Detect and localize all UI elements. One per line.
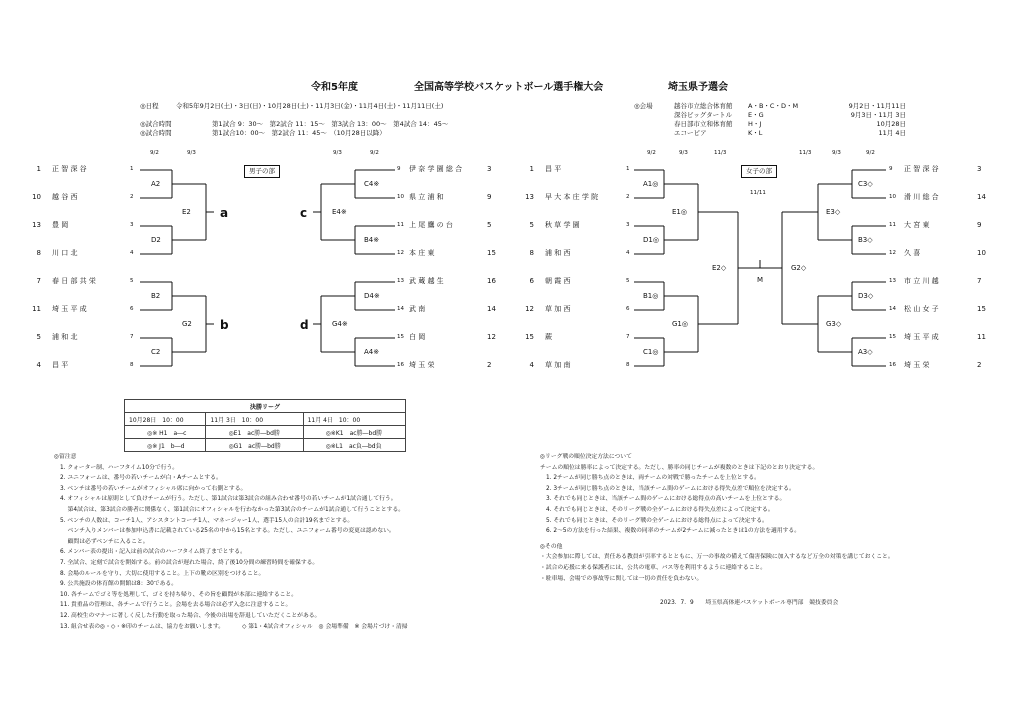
team-number: 15 bbox=[397, 334, 404, 340]
venue-courts: E・G bbox=[748, 111, 764, 119]
team-name: 早 大 本 庄 学 院 bbox=[545, 193, 599, 201]
game-label: C4※ bbox=[364, 180, 380, 188]
team-number: 6 bbox=[130, 306, 134, 312]
date-label: 9/3 bbox=[333, 150, 342, 156]
game-label: E2 bbox=[182, 208, 191, 216]
league-date: 11月 4日 10：00 bbox=[303, 413, 405, 426]
team-name: 浦 和 北 bbox=[52, 333, 78, 341]
game-label: G4※ bbox=[332, 320, 348, 328]
date-label: 11/3 bbox=[799, 150, 812, 156]
note-item: 7. 全試合、定刻で試合を開始する。前の試合が遅れた場合、終了後10分間の練習時間を確保する。 bbox=[60, 559, 319, 566]
team-seed: 12 bbox=[525, 305, 534, 313]
team-seed: 1 bbox=[36, 165, 41, 173]
team-seed: 12 bbox=[487, 333, 496, 341]
note-item: 5. それでも同じときは、そのリーグ戦の全ゲームにおける総得点によって決定する。 bbox=[546, 517, 768, 524]
note-item: 11. 貴重品の管理は、各チームで行うこと。会場を去る場合は必ず入念に注意すること。 bbox=[60, 602, 292, 609]
team-name: 埼 玉 栄 bbox=[904, 361, 930, 369]
note-item: 顧問は必ずベンチに入ること。 bbox=[60, 538, 149, 545]
venue-courts: H・J bbox=[748, 120, 762, 128]
team-name: 久 喜 bbox=[904, 249, 921, 257]
note-item: 6. メンバー表の提出・記入は前の試合のハーフタイム終了までとする。 bbox=[60, 549, 246, 556]
team-number: 5 bbox=[626, 278, 630, 284]
team-name: 秋 草 学 園 bbox=[545, 221, 580, 229]
notes-other-title: ◎その他 bbox=[540, 543, 563, 550]
tournament-title: 全国高等学校バスケットボール選手権大会 bbox=[414, 82, 604, 93]
team-name: 埼 玉 栄 bbox=[409, 361, 435, 369]
team-number: 1 bbox=[626, 166, 630, 172]
venue-name: 深谷ビッグタートル bbox=[674, 111, 733, 119]
team-number: 16 bbox=[397, 362, 404, 368]
note-item bbox=[54, 622, 408, 633]
notes-footer: 2023．7．9 埼玉県高体連バスケットボール専門部 競技委員会 bbox=[660, 600, 839, 607]
team-seed: 16 bbox=[487, 277, 496, 285]
venue-date: 9月3日・11月 3日 bbox=[850, 111, 906, 119]
league-date: 10月28日 10：00 bbox=[125, 413, 206, 426]
game-label: G3◇ bbox=[826, 320, 842, 328]
note-item: 10. 各チームでゴミ等を処理して、ゴミを持ち帰り、その旨を顧問が本部に連絡すること。 bbox=[60, 591, 298, 598]
date-label: 9/3 bbox=[679, 150, 688, 156]
team-number: 8 bbox=[626, 362, 630, 368]
date-label: 9/2 bbox=[647, 150, 656, 156]
notes-title: ◎リーグ戦の順位決定方法について bbox=[540, 454, 632, 460]
game-label: E3◇ bbox=[826, 208, 841, 216]
team-number: 1 bbox=[130, 166, 134, 172]
game-label: D3◇ bbox=[858, 292, 874, 300]
notes-right bbox=[540, 452, 894, 609]
team-number: 8 bbox=[130, 362, 134, 368]
team-number: 16 bbox=[889, 362, 896, 368]
team-seed: 7 bbox=[977, 277, 982, 285]
group-label-d: d bbox=[300, 318, 309, 332]
game-label: B4※ bbox=[364, 236, 380, 244]
venue-date: 9月2日・11月11日 bbox=[848, 102, 906, 110]
team-number: 10 bbox=[889, 194, 896, 200]
team-number: 12 bbox=[889, 250, 896, 256]
dates-label: ◎日程 bbox=[140, 102, 159, 110]
team-number: 13 bbox=[889, 278, 896, 284]
game-label: E4※ bbox=[332, 208, 347, 216]
game-label: G2 bbox=[182, 320, 192, 328]
note-item: ・試合の応援に来る保護者には、公共の電車、バス等を利用するように連絡すること。 bbox=[540, 564, 767, 571]
team-seed: 15 bbox=[525, 333, 534, 341]
team-name: 武 南 bbox=[409, 305, 426, 313]
note-item: 9. 公共施設の体育館の開館は8：30である。 bbox=[60, 581, 177, 588]
team-name: 朝 霞 西 bbox=[545, 277, 571, 285]
league-game: ◎G1 ac勝―bd勝 bbox=[206, 439, 303, 452]
venue-name: 春日部市立和体育館 bbox=[674, 120, 733, 128]
team-name: 昌 平 bbox=[545, 165, 562, 173]
league-date: 11月 3日 10：00 bbox=[206, 413, 303, 426]
league-game: ◎※L1 ac負―bd負 bbox=[303, 439, 405, 452]
team-number: 4 bbox=[130, 250, 134, 256]
team-name: 昌 平 bbox=[52, 361, 69, 369]
team-number: 3 bbox=[626, 222, 630, 228]
team-number: 15 bbox=[889, 334, 896, 340]
note-item: 12. 高校生のマナーに著しく反した行動を取った場合、今後の出場を辞退していただくことがある。 bbox=[60, 612, 321, 619]
team-seed: 5 bbox=[36, 333, 41, 341]
note-item: 4. オフィシャルは原則として負けチームが行う。ただし、第1試合は第3試合の組み合わせ番号の若いチームが1試合通して行う。 bbox=[60, 496, 397, 503]
league-game: ◎※ H1 a―c bbox=[125, 426, 206, 439]
venue-name: 越谷市立総合体育館 bbox=[674, 102, 733, 110]
tournament-subtitle: 埼玉県予選会 bbox=[668, 82, 728, 93]
team-number: 5 bbox=[130, 278, 134, 284]
notes-title: ◎留注意 bbox=[54, 454, 77, 460]
team-number: 6 bbox=[626, 306, 630, 312]
game-label: D2 bbox=[151, 236, 161, 244]
team-number: 11 bbox=[889, 222, 896, 228]
time-text-2: 第1試合10：00～ 第2試合 11：45～ （10月28日以降） bbox=[212, 129, 386, 137]
team-seed: 7 bbox=[36, 277, 41, 285]
team-name: 埼 玉 平 成 bbox=[904, 333, 939, 341]
team-seed: 9 bbox=[487, 193, 492, 201]
team-seed: 5 bbox=[529, 221, 534, 229]
team-name: 川 口 北 bbox=[52, 249, 78, 257]
group-label-a: a bbox=[220, 206, 229, 220]
game-label: B1◎ bbox=[643, 292, 659, 300]
team-seed: 11 bbox=[32, 305, 41, 313]
team-number: 14 bbox=[889, 306, 896, 312]
team-name: 白 岡 bbox=[409, 333, 426, 341]
team-seed: 2 bbox=[487, 361, 492, 369]
team-name: 春 日 部 共 栄 bbox=[52, 277, 96, 285]
game-label: C2 bbox=[151, 348, 161, 356]
note-item: 5. ベンチの人数は、コーチ1人、アシスタントコーチ1人、マネージャー1人、選手15人の合計19名までとする。 bbox=[60, 517, 354, 524]
team-name: 正 智 深 谷 bbox=[52, 165, 87, 173]
team-seed: 1 bbox=[529, 165, 534, 173]
notes-intro: チームの順位は勝率によって決定する。ただし、勝率の同じチームが複数のときは下記のとおり決定する。 bbox=[540, 464, 819, 471]
team-seed: 8 bbox=[529, 249, 534, 257]
team-number: 9 bbox=[889, 166, 893, 172]
league-title: 決勝リーグ bbox=[125, 400, 406, 413]
team-seed: 8 bbox=[36, 249, 41, 257]
date-label: 9/3 bbox=[832, 150, 841, 156]
team-seed: 14 bbox=[487, 305, 496, 313]
team-number: 10 bbox=[397, 194, 404, 200]
date-label: 11/3 bbox=[714, 150, 727, 156]
team-number: 14 bbox=[397, 306, 404, 312]
game-label: C1◎ bbox=[643, 348, 659, 356]
note-item: 3. ベンチは番号の若いチームがオフィシャル席に向かって右側とする。 bbox=[60, 485, 247, 492]
notes-left bbox=[54, 452, 408, 632]
note-item: ・大会参加に際しては、責任ある教員が引率するとともに、万一の事故の備えて傷害保険に加入するなど万全の対策を講じておくこと。 bbox=[540, 554, 894, 561]
team-seed: 5 bbox=[487, 221, 492, 229]
league-game: ◎※ J1 b―d bbox=[125, 439, 206, 452]
venue-date: 10月28日 bbox=[876, 120, 906, 128]
game-label: G1◎ bbox=[672, 320, 688, 328]
final-league-table bbox=[124, 399, 406, 452]
venue-courts: K・L bbox=[748, 129, 763, 137]
league-game: ◎E1 ac勝―bd勝 bbox=[206, 426, 303, 439]
team-name: 松 山 女 子 bbox=[904, 305, 939, 313]
team-name: 正 智 深 谷 bbox=[904, 165, 939, 173]
game-label: B2 bbox=[151, 292, 161, 300]
league-game: ◎※K1 ac勝―bd勝 bbox=[303, 426, 405, 439]
team-number: 2 bbox=[626, 194, 630, 200]
team-number: 13 bbox=[397, 278, 404, 284]
team-number: 3 bbox=[130, 222, 134, 228]
note-item: 4. それでも同じときは、そのリーグ戦の全ゲームにおける得失点差によって決定する。 bbox=[546, 506, 774, 513]
note-item: 1. クォーター制、ハーフタイム10分で行う。 bbox=[60, 464, 179, 471]
time-text-1: 第1試合 9：30～ 第2試合 11：15～ 第3試合 13：00～ 第4試合 14：45～ bbox=[212, 120, 449, 128]
team-number: 7 bbox=[130, 334, 134, 340]
venue-courts: A・B・C・D・M bbox=[748, 102, 799, 110]
era-label: 令和5年度 bbox=[311, 82, 358, 93]
team-name: 市 立 川 越 bbox=[904, 277, 939, 285]
date-label: 9/2 bbox=[866, 150, 875, 156]
game-label: A1◎ bbox=[643, 180, 659, 188]
note-item: ・駐車場、会場での事故等に関しては一切の責任を負わない。 bbox=[540, 575, 703, 582]
game-label: E2◇ bbox=[712, 264, 727, 272]
team-name: 豊 岡 bbox=[52, 221, 69, 229]
game-label: E1◎ bbox=[672, 208, 687, 216]
womens-division-label: 女子の部 bbox=[741, 165, 777, 178]
game-label: A2 bbox=[151, 180, 161, 188]
venue-date: 11月 4日 bbox=[878, 129, 906, 137]
final-game-label: M bbox=[757, 276, 764, 284]
date-label: 9/2 bbox=[150, 150, 159, 156]
note-item: 1. 2チームが同じ勝ち点のときは、両チームの対戦で勝ったチームを上位とする。 bbox=[546, 475, 760, 482]
notes-legend: ◇ 第1・4試合オフィシャル ◎ 会場準備 ※ 会場片づけ・清掃 bbox=[241, 623, 408, 630]
team-number: 2 bbox=[130, 194, 134, 200]
team-name: 草 加 南 bbox=[545, 361, 571, 369]
team-number: 7 bbox=[626, 334, 630, 340]
team-name: 浦 和 西 bbox=[545, 249, 571, 257]
game-label: B3◇ bbox=[858, 236, 873, 244]
note-item: 3. それでも同じときは、当該チーム間のゲームにおける総得点の高いチームを上位とする。 bbox=[546, 496, 786, 503]
team-seed: 13 bbox=[525, 193, 534, 201]
team-seed: 15 bbox=[487, 249, 496, 257]
team-seed: 14 bbox=[977, 193, 986, 201]
team-name: 本 庄 東 bbox=[409, 249, 435, 257]
team-name: 武 蔵 越 生 bbox=[409, 277, 444, 285]
game-label: D4※ bbox=[364, 292, 380, 300]
team-name: 滑 川 総 合 bbox=[904, 193, 939, 201]
game-label: A3◇ bbox=[858, 348, 873, 356]
note-item: 8. 会場のルールを守り、大切に使用すること。上下の靴の区別をつけること。 bbox=[60, 570, 265, 577]
time-label-2: ◎試合時間 bbox=[140, 129, 172, 137]
game-label: C3◇ bbox=[858, 180, 873, 188]
dates-text: 令和5年9月2日(土)・3日(日)・10月28日(土)・11月3日(金)・11月4日(土)・11月11日(土) bbox=[176, 102, 444, 110]
team-number: 4 bbox=[626, 250, 630, 256]
team-number: 9 bbox=[397, 166, 401, 172]
team-seed: 10 bbox=[977, 249, 986, 257]
team-seed: 4 bbox=[529, 361, 534, 369]
team-seed: 9 bbox=[977, 221, 982, 229]
game-label: D1◎ bbox=[643, 236, 659, 244]
date-label: 9/2 bbox=[370, 150, 379, 156]
final-date: 11/11 bbox=[750, 190, 766, 196]
note-item: 6. 2～5の方法を行った結果、複数の同率のチームが2チームに減ったときは1の方法を適用する。 bbox=[546, 528, 801, 535]
note-item-text: 13. 組合せ表の◎・◇・※印のチームは、協力をお願いします。 bbox=[60, 623, 225, 630]
game-label: G2◇ bbox=[791, 264, 807, 272]
team-number: 11 bbox=[397, 222, 404, 228]
team-seed: 3 bbox=[487, 165, 492, 173]
team-seed: 2 bbox=[977, 361, 982, 369]
note-item: 2. 3チームが同じ勝ち点のときは、当該チーム間のゲームにおける得失点差で順位を決定する。 bbox=[546, 485, 795, 492]
team-seed: 11 bbox=[977, 333, 986, 341]
group-label-b: b bbox=[220, 318, 229, 332]
mens-division-label: 男子の部 bbox=[244, 165, 280, 178]
group-label-c: c bbox=[300, 206, 308, 220]
note-item: 2. ユニフォームは、番号の若いチームが白・Aチームとする。 bbox=[60, 475, 222, 482]
team-seed: 6 bbox=[529, 277, 534, 285]
team-seed: 15 bbox=[977, 305, 986, 313]
team-seed: 10 bbox=[32, 193, 41, 201]
team-name: 県 立 浦 和 bbox=[409, 193, 444, 201]
team-seed: 13 bbox=[32, 221, 41, 229]
game-label: A4※ bbox=[364, 348, 380, 356]
venue-name: エコーピア bbox=[674, 129, 707, 137]
team-name: 上 尾 鷹 の 台 bbox=[409, 221, 453, 229]
note-item: ベンチ入りメンバーは参加申込書に記載されている25名の中から15名とする。ただし、ユニフォーム番号の変更は認めない。 bbox=[60, 528, 395, 535]
team-name: 埼 玉 平 成 bbox=[52, 305, 87, 313]
team-name: 大 宮 東 bbox=[904, 221, 930, 229]
team-number: 12 bbox=[397, 250, 404, 256]
team-name: 越 谷 西 bbox=[52, 193, 78, 201]
note-item: 第4試合は、第3試合の勝者に関係なく、第1試合にオフィシャルを行わなかった第3試合のチームが1試合通して行うこととする。 bbox=[60, 506, 405, 513]
team-seed: 4 bbox=[36, 361, 41, 369]
team-seed: 3 bbox=[977, 165, 982, 173]
team-name: 草 加 西 bbox=[545, 305, 571, 313]
venue-label: ◎会場 bbox=[634, 102, 653, 110]
team-name: 伊 奈 学 園 総 合 bbox=[409, 165, 463, 173]
team-name: 蕨 bbox=[545, 333, 552, 341]
time-label-1: ◎試合時間 bbox=[140, 120, 172, 128]
date-label: 9/3 bbox=[187, 150, 196, 156]
